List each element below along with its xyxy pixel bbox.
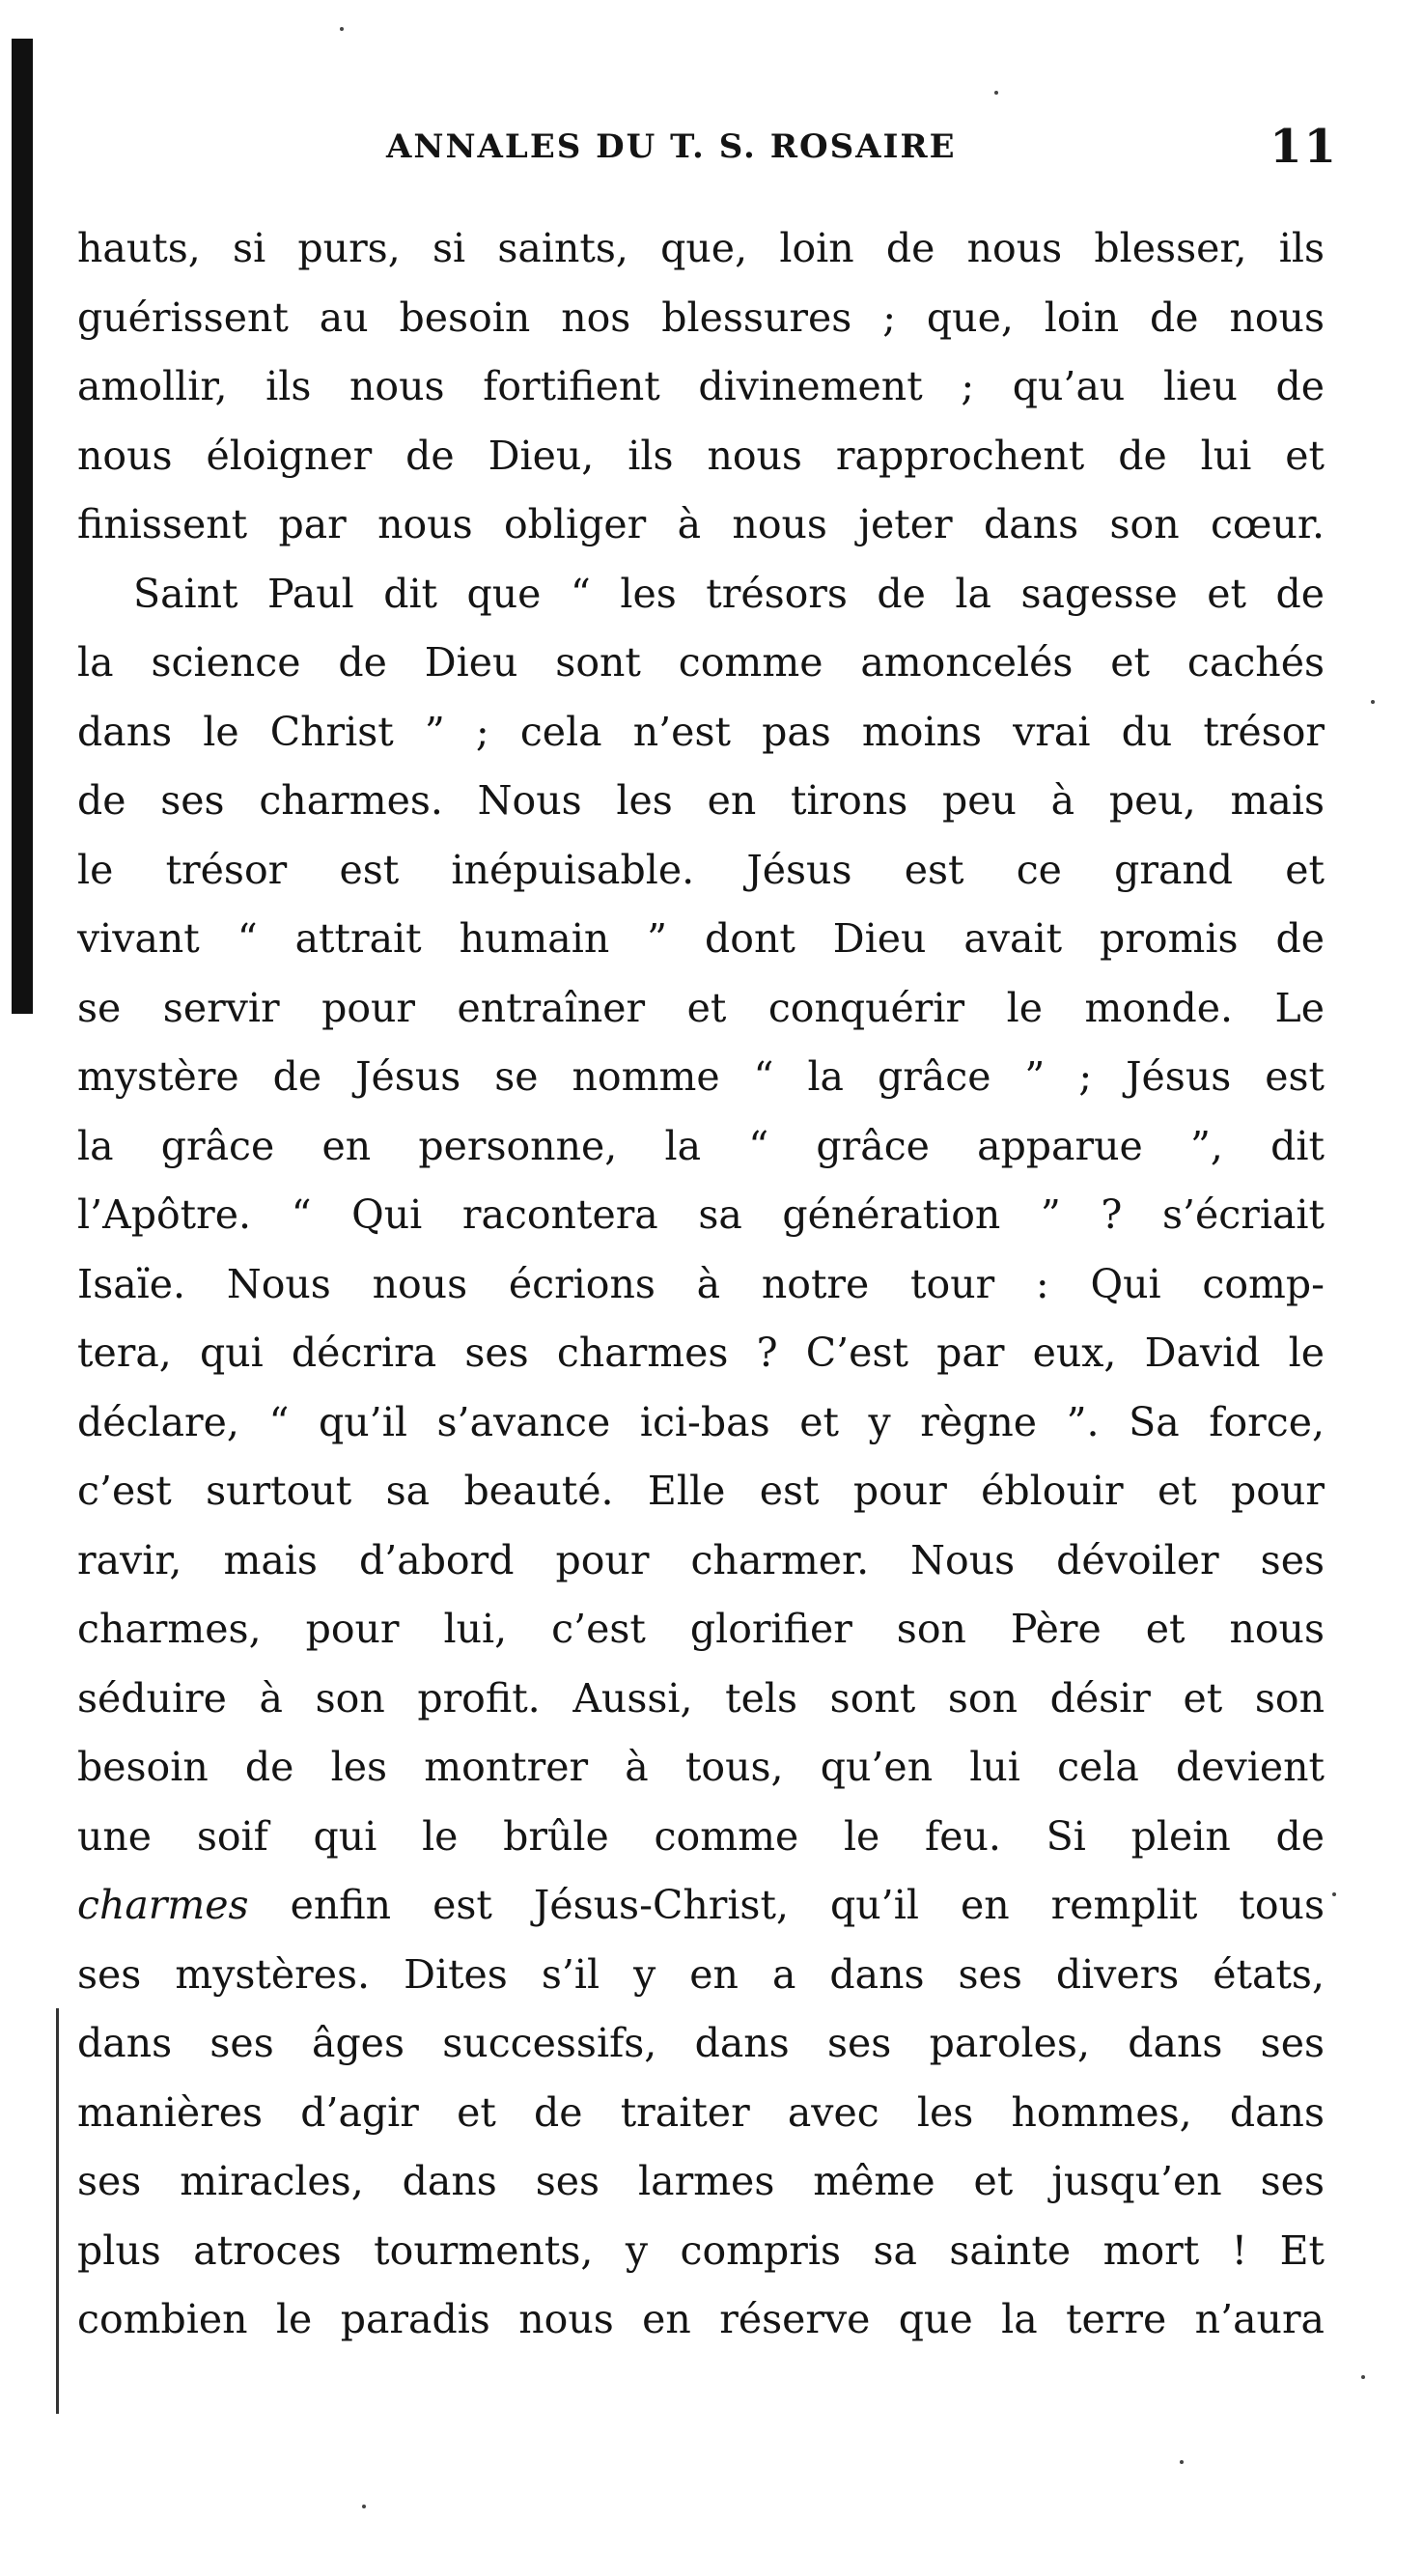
- scan-speck: [1180, 2460, 1184, 2464]
- text-line: une soif qui le brûle comme le feu. Si plein de: [77, 1812, 1325, 1860]
- text-line: la science de Dieu sont comme amoncelés et cachés: [77, 639, 1325, 686]
- text-line: finissent par nous obliger à nous jeter dans son cœur.: [77, 501, 1325, 547]
- text-line: séduire à son profit. Aussi, tels sont son désir et son: [77, 1674, 1325, 1722]
- scan-speck: [362, 2505, 366, 2508]
- text-line: dans le Christ ” ; cela n’est pas moins vrai du trésor: [77, 708, 1325, 755]
- scan-speck: [994, 91, 998, 95]
- scan-speck: [1371, 700, 1375, 704]
- text-line: c’est surtout sa beauté. Elle est pour éblouir et pour: [77, 1468, 1325, 1514]
- text-line: charmes, pour lui, c’est glorifier son Père et nous: [77, 1606, 1325, 1652]
- text-line: besoin de les montrer à tous, qu’en lui cela devient: [77, 1744, 1325, 1790]
- scan-speck: [340, 27, 344, 31]
- text-line: hauts, si purs, si saints, que, loin de nous blesser, ils: [77, 225, 1325, 271]
- text-line: plus atroces tourments, y compris sa sainte mort ! Et: [77, 2226, 1325, 2274]
- text-line: le trésor est inépuisable. Jésus est ce grand et: [77, 846, 1325, 893]
- body-text: [77, 214, 1325, 2355]
- page-header: [77, 120, 1338, 178]
- scan-speck: [1361, 2375, 1365, 2379]
- text-line-rest: enfin est Jésus-Christ, qu’il en remplit tous: [290, 1882, 1325, 1928]
- text-line: se servir pour entraîner et conquérir le monde. Le: [77, 984, 1325, 1031]
- text-line: vivant “ attrait humain ” dont Dieu avait promis de: [77, 915, 1325, 962]
- text-line-with-italic: [77, 1871, 1325, 1941]
- text-line: de ses charmes. Nous les en tirons peu à peu, mais: [77, 777, 1325, 824]
- text-line: dans ses âges successifs, dans ses paroles, dans ses: [77, 2020, 1325, 2066]
- page-edge-line: [56, 2008, 59, 2414]
- running-head: ANNALES DU T. S. ROSAIRE: [386, 127, 957, 166]
- text-line: manières d’agir et de traiter avec les hommes, dans: [77, 2088, 1325, 2136]
- text-line: amollir, ils nous fortifient divinement ; qu’au lieu de: [77, 363, 1325, 409]
- text-line: ses miracles, dans ses larmes même et jusqu’en ses: [77, 2158, 1325, 2204]
- text-line: l’Apôtre. “ Qui racontera sa génération ” ? s’écriait: [77, 1191, 1325, 1238]
- text-line: guérissent au besoin nos blessures ; que, loin de nous: [77, 294, 1325, 341]
- text-line: combien le paradis nous en réserve que la terre n’aura: [77, 2296, 1325, 2342]
- scan-speck: [1332, 1892, 1336, 1896]
- text-line-paragraph-start: Saint Paul dit que “ les trésors de la sagesse et de: [133, 570, 1325, 617]
- text-line: déclare, “ qu’il s’avance ici-bas et y règne ”. Sa force,: [77, 1398, 1325, 1445]
- text-line: ses mystères. Dites s’il y en a dans ses divers états,: [77, 1950, 1325, 1998]
- page-binding-shadow: [12, 39, 33, 1014]
- text-line: ravir, mais d’abord pour charmer. Nous dévoiler ses: [77, 1536, 1325, 1583]
- italic-word: charmes: [77, 1882, 249, 1928]
- text-line: mystère de Jésus se nomme “ la grâce ” ; Jésus est: [77, 1053, 1325, 1100]
- text-line: nous éloigner de Dieu, ils nous rapprochent de lui et: [77, 432, 1325, 479]
- text-line: tera, qui décrira ses charmes ? C’est par eux, David le: [77, 1330, 1325, 1376]
- page-number: 11: [1270, 120, 1338, 174]
- text-line: la grâce en personne, la “ grâce apparue ”, dit: [77, 1122, 1325, 1169]
- text-line: Isaïe. Nous nous écrions à notre tour : Qui comp-: [77, 1260, 1325, 1307]
